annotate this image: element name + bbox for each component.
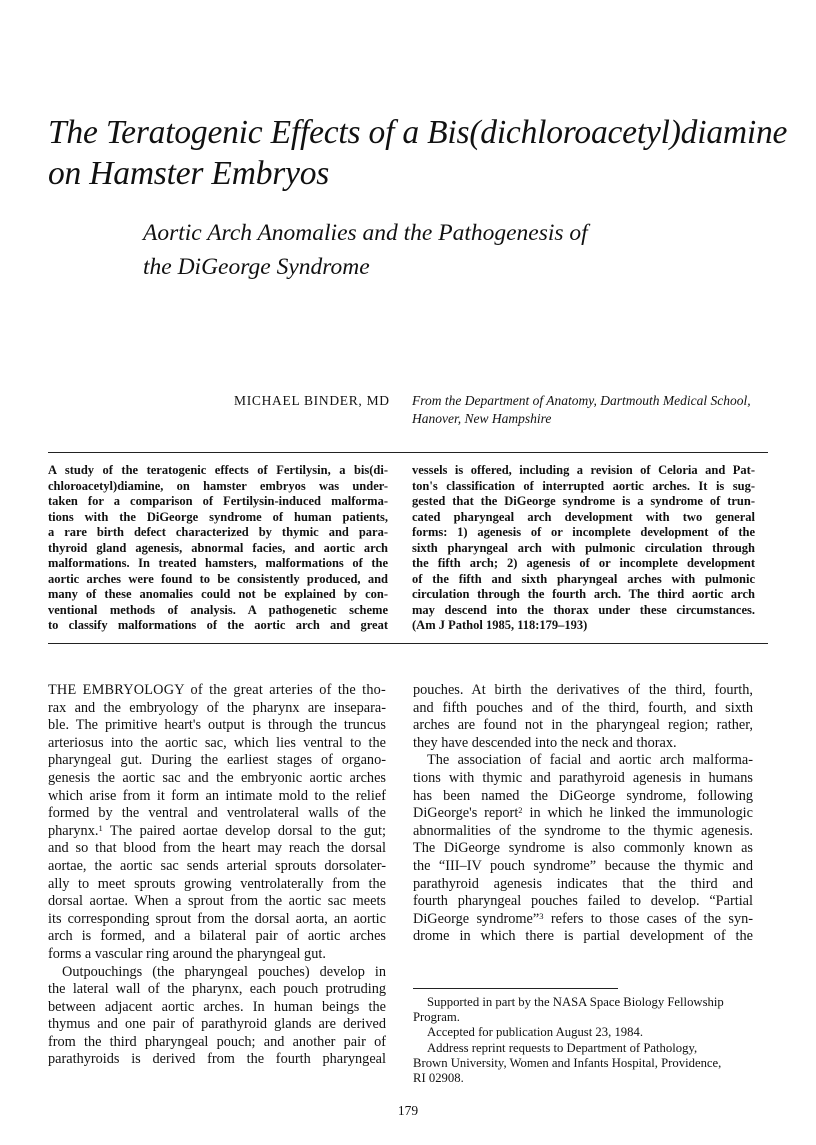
abstract-line: forms: 1) agenesis of or incomplete development of the — [412, 525, 755, 539]
abstract-line: a rare birth defect characterized by thymic and para- — [48, 525, 388, 539]
article-subtitle — [143, 216, 703, 284]
abstract-line: ventional methods of analysis. A pathogenetic scheme — [48, 602, 388, 617]
body-line: The DiGeorge syndrome is also commonly known as — [413, 840, 753, 857]
footnote-line: Supported in part by the NASA Space Biology Fellowship — [427, 995, 724, 1009]
affiliation-line: Hanover, New Hampshire — [412, 410, 552, 426]
body-text-fragment: pharynx. — [48, 822, 99, 839]
abstract-line: may descend into the thorax under these circumstances. — [412, 602, 755, 617]
footnotes — [413, 995, 753, 1086]
body-line: ally to meet sprouts growing ventrolaterally from the — [48, 875, 386, 892]
abstract-line: malformations. In treated hamsters, malformations of the — [48, 556, 388, 570]
body-line: which arise from it form an intimate mold to the relief — [48, 787, 386, 804]
footnote-line: Program. — [413, 1010, 460, 1025]
body-line: pouches. At birth the derivatives of the third, fourth, — [413, 682, 753, 698]
abstract-line: ton's classification of interrupted aortic arches. It is sug- — [412, 478, 755, 493]
body-line: the lateral wall of the pharynx, each pouch protruding — [48, 981, 386, 998]
body-line — [48, 823, 386, 841]
body-line: rax and the embryology of the pharynx are insepara- — [48, 699, 386, 716]
body-text-fragment: DiGeorge's report — [413, 805, 519, 822]
article-title-line-2: on Hamster Embryos — [48, 155, 330, 192]
abstract-line: circulation through the fourth arch. The third aortic arch — [412, 587, 755, 601]
body-line: and so that blood from the heart may reach the dorsal — [48, 840, 386, 857]
abstract-line: A study of the teratogenic effects of Fertilysin, a bis(di- — [48, 463, 388, 477]
author-name: MICHAEL BINDER, MD — [234, 393, 390, 408]
footnote-line: Accepted for publication August 23, 1984. — [427, 1025, 643, 1040]
abstract-line: to classify malformations of the aortic arch and great — [48, 618, 388, 632]
abstract-right-column — [412, 463, 755, 634]
body-line: Outpouchings (the pharyngeal pouches) develop in — [62, 963, 386, 980]
abstract-bottom-rule — [48, 643, 768, 644]
body-line: fourth pharyngeal pouches failed to develop. “Partial — [413, 893, 753, 910]
body-line: pharyngeal gut. During the earliest stages of organo- — [48, 752, 386, 769]
body-text-fragment: The paired aortae develop dorsal to the gut; — [109, 822, 386, 839]
affiliation-line: From the Department of Anatomy, Dartmouth Medical School, — [412, 393, 751, 408]
abstract-line: cated pharyngeal arch development with two general — [412, 509, 755, 524]
footnote-line: RI 02908. — [413, 1071, 464, 1086]
body-right-column — [413, 682, 753, 946]
body-line: aortae, the aortic sac sends arterial sprouts dorsolater- — [48, 857, 386, 874]
body-line — [413, 805, 753, 823]
article-subtitle-line-2: the DiGeorge Syndrome — [143, 254, 370, 280]
reference-marker: 3 — [539, 910, 544, 921]
body-line: drome in which there is partial development of the — [413, 928, 753, 945]
body-line: parathyroid agenesis indicates that the third and — [413, 875, 753, 892]
body-line: has been named the DiGeorge syndrome, following — [413, 787, 753, 804]
body-line: genesis the aortic sac and the embryonic aortic arches — [48, 769, 386, 786]
body-text-fragment: in which he linked the immunologic — [529, 805, 754, 822]
body-left-column — [48, 682, 386, 1069]
body-line — [413, 911, 753, 929]
body-line: arches are found not in the pharyngeal region; rather, — [413, 717, 753, 734]
body-line: formed by the ventral and ventrolateral walls of the — [48, 805, 386, 822]
footnote-line: Brown University, Women and Infants Hospital, Providence, — [413, 1055, 722, 1070]
body-line: they have descended into the neck and thorax. — [413, 734, 677, 751]
body-line: THE EMBRYOLOGY of the great arteries of the tho- — [48, 682, 386, 698]
body-line: thymus and one pair of parathyroid glands are derived — [48, 1016, 386, 1033]
author-affiliation — [412, 392, 751, 427]
body-line: abnormalities of the syndrome to the thymic agenesis. — [413, 822, 753, 839]
abstract-line: sixth pharyngeal arch with pulmonic circulation through — [412, 540, 755, 555]
body-line: and fifth pouches and of the third, fourth, and sixth — [413, 699, 753, 716]
body-line: The association of facial and aortic arch malforma- — [427, 752, 753, 769]
page-number: 179 — [397, 1103, 419, 1118]
body-line: forms a vascular ring around the pharyngeal gut. — [48, 945, 326, 962]
article-title — [48, 112, 788, 194]
footnote-rule — [413, 988, 618, 989]
abstract-line: of the fifth and sixth pharyngeal arches with pulmonic — [412, 571, 755, 586]
body-line: arteriosus into the aortic sac, which lies ventral to the — [48, 734, 386, 751]
abstract-line: vessels is offered, including a revision of Celoria and Pat- — [412, 463, 755, 477]
abstract-line: aortic arches were found to be consistently produced, and — [48, 571, 388, 586]
abstract-top-rule — [48, 452, 768, 453]
body-line: arch is formed, and a bilateral pair of aortic arches — [48, 928, 386, 945]
abstract-left-column — [48, 463, 388, 634]
body-text-fragment: refers to those cases of the syn- — [550, 910, 754, 927]
abstract-line: tions with the DiGeorge syndrome of human patients, — [48, 509, 388, 524]
body-line: ble. The primitive heart's output is through the truncus — [48, 717, 386, 734]
abstract-line: the fifth arch; 2) agenesis of or incomplete development — [412, 556, 755, 570]
body-line: parathyroids is derived from the fourth pharyngeal — [48, 1051, 386, 1068]
abstract-line: thyroid gland agenesis, abnormal facies, and aortic arch — [48, 540, 388, 555]
body-text-fragment: DiGeorge syndrome” — [413, 910, 540, 927]
body-line: its corresponding sprout from the dorsal aorta, an aortic — [48, 910, 386, 927]
abstract-citation: (Am J Pathol 1985, 118:179–193) — [412, 618, 588, 632]
footnote-line: Address reprint requests to Department of Pathology, — [427, 1040, 698, 1055]
abstract-line: chloroacetyl)diamine, on hamster embryos was under- — [48, 478, 388, 493]
abstract-line: taken for a comparison of Fertilysin-induced malforma- — [48, 494, 388, 508]
body-line: dorsal aortae. When a sprout from the aortic sac meets — [48, 893, 386, 910]
article-subtitle-line-1: Aortic Arch Anomalies and the Pathogenesis of — [143, 220, 588, 246]
abstract-line: gested that the DiGeorge syndrome is a syndrome of trun- — [412, 494, 755, 508]
body-line: between adjacent aortic arches. In human beings the — [48, 998, 386, 1015]
body-line: the “III–IV pouch syndrome” because the thymic and — [413, 857, 753, 874]
body-line: tions with thymic and parathyroid agenesis in humans — [413, 769, 753, 786]
reference-marker: 1 — [98, 822, 103, 833]
abstract-line: many of these anomalies could not be explained by con- — [48, 587, 388, 601]
article-title-line-1: The Teratogenic Effects of a Bis(dichloroacetyl)diamine — [48, 114, 788, 151]
body-line: from the third pharyngeal pouch; and another pair of — [48, 1033, 386, 1050]
reference-marker: 2 — [518, 805, 523, 816]
